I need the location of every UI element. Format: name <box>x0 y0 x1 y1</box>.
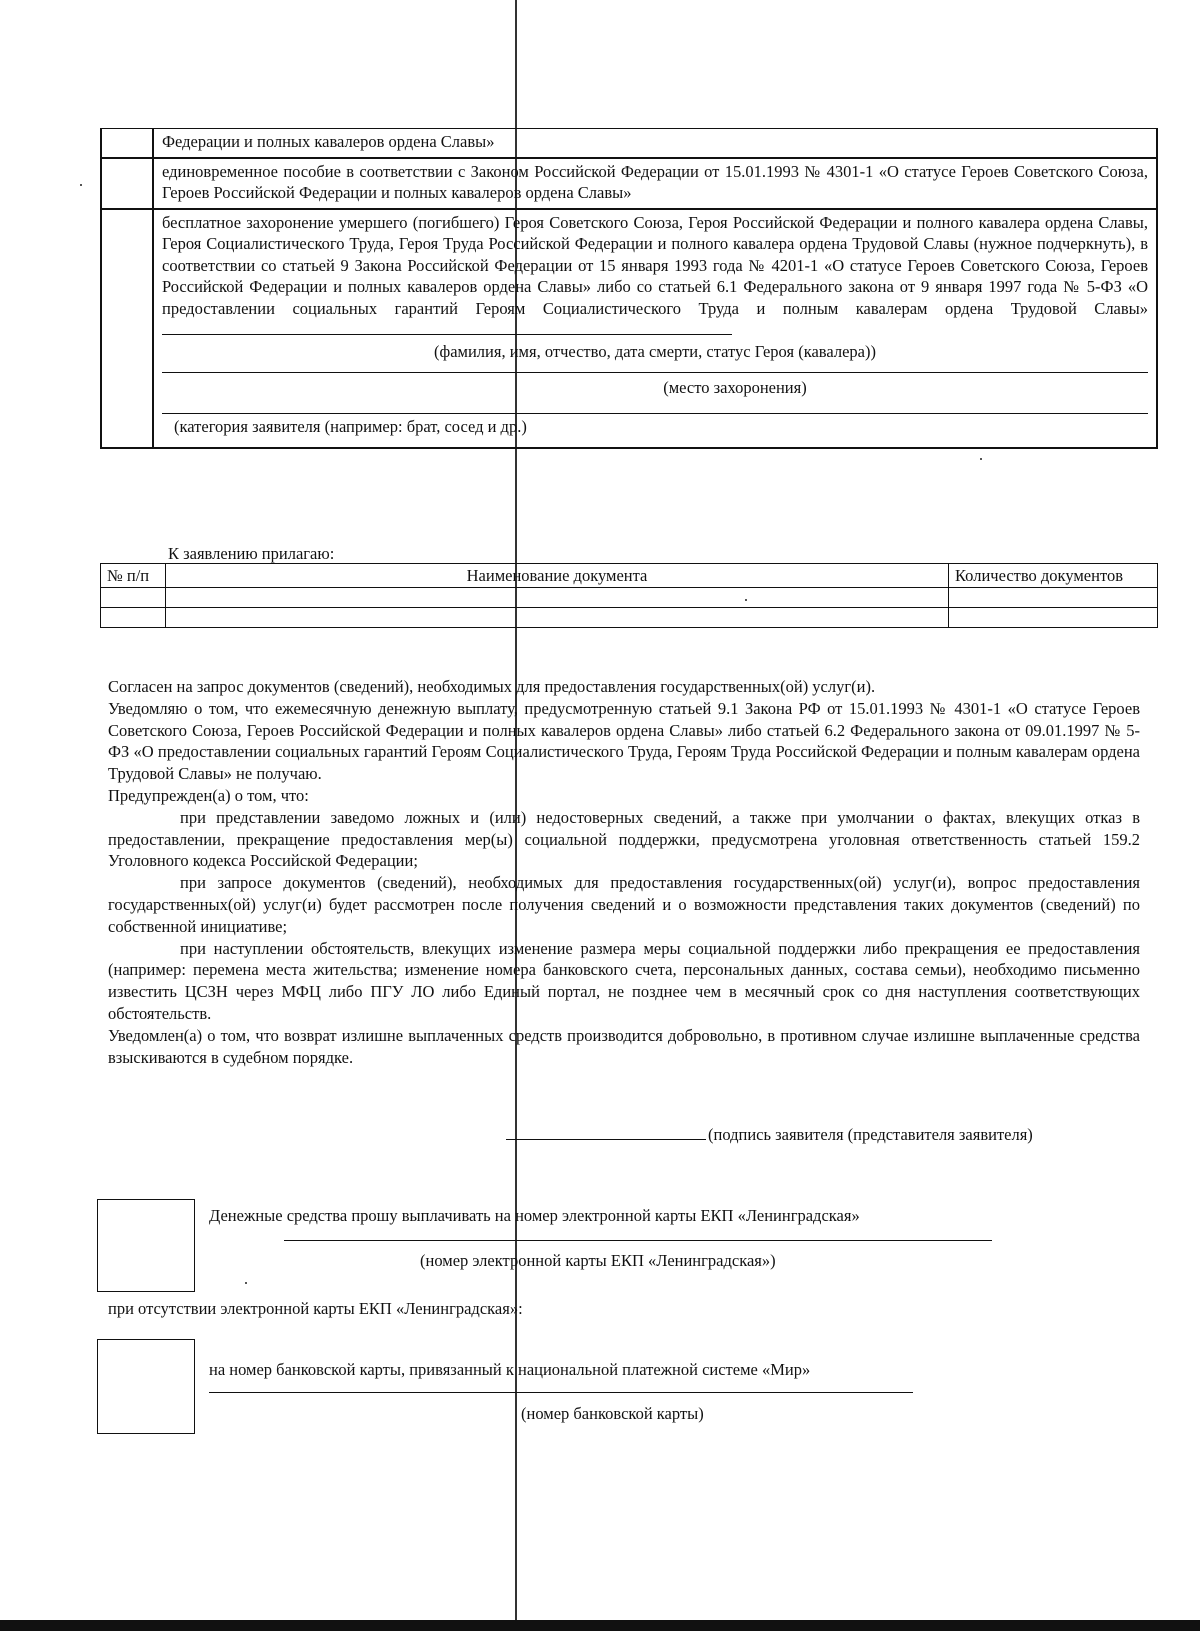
signature-row <box>506 1125 1033 1145</box>
consent-text: Согласен на запрос документов (сведений), необходимых для предоставления государственных(ой) услуг(и). <box>108 677 876 696</box>
benefit-row <box>101 209 1157 449</box>
scan-bottom-edge <box>0 1620 1200 1631</box>
ekp-card-caption: (номер электронной карты ЕКП «Ленинградская») <box>420 1251 776 1270</box>
fio-input-line[interactable] <box>162 334 732 335</box>
doc-name-cell[interactable] <box>166 588 949 608</box>
mir-option-checkbox[interactable] <box>97 1339 195 1434</box>
mir-option-label: на номер банковской карты, привязанный к национальной платежной системе «Мир» <box>209 1360 811 1379</box>
burial-text-body: бесплатное захоронение умершего (погибшего) Героя Советского Союза, Героя Российской Федерации и полного кавалера ордена Славы, Героя Социалистического Труда, Героя Труда Российской Федерации и полного кавалера ордена Трудовой Славы (нужное подчеркнуть), в соответствии со статьей 9 Закона Российской Федерации от 15 января 1993 года № 4201-1 «О статусе Героев Советского Союза, Героев Российской Федерации и полных кавалеров ордена Славы» либо со статьей 6.1 Федерального закона от 9 января 1997 года № 5-ФЗ «О предоставлении социальных гарантий Героям Социалистического Труда и полным кавалерам ордена Трудовой Славы» <box>162 212 1148 318</box>
checkbox-cell[interactable] <box>101 209 153 449</box>
ekp-card-number-line[interactable] <box>284 1240 992 1241</box>
table-row <box>101 608 1158 628</box>
warning-item: при запросе документов (сведений), необходимых для предоставления государственных(ой) услуг(и), вопрос предоставления государственных(ой) услуг(и) будет рассмотрен после получения сведений и о возможности представления таких документов (сведений) по собственной инициативе; <box>108 873 1140 936</box>
attachments-table <box>100 563 1158 628</box>
burial-text <box>162 212 1148 341</box>
scan-speck <box>245 1282 247 1284</box>
ekp-option-checkbox[interactable] <box>97 1199 195 1292</box>
checkbox-cell[interactable] <box>101 129 153 158</box>
qty-cell[interactable] <box>949 588 1158 608</box>
benefit-text: Федерации и полных кавалеров ордена Славы» <box>153 129 1157 158</box>
signature-caption: (подпись заявителя (представителя заявителя) <box>708 1125 1033 1144</box>
table-row <box>101 588 1158 608</box>
category-input-line[interactable] <box>162 399 1148 414</box>
checkbox-cell[interactable] <box>101 158 153 209</box>
doc-name-cell[interactable] <box>166 608 949 628</box>
num-cell[interactable] <box>101 608 166 628</box>
burial-place-input-line[interactable] <box>162 362 1148 373</box>
bank-card-caption: (номер банковской карты) <box>521 1404 704 1423</box>
attachments-intro: К заявлению прилагаю: <box>168 544 335 563</box>
statements-block <box>108 676 1140 1068</box>
warning-item: при наступлении обстоятельств, влекущих изменение размера меры социальной поддержки либо прекращения ее предоставления (например: перемена места жительства; изменение номера банковского счета, персональных данных, состава семьи), необходимо письменно известить ЦСЗН через МФЦ либо ПГУ ЛО либо Единый портал, не позднее чем в месячный срок со дня наступления соответствующих обстоятельств. <box>108 938 1140 1023</box>
refund-text: Уведомлен(а) о том, что возврат излишне выплаченных средств производится добровольно, в противном случае излишне выплаченные средства взыскиваются в судебном порядке. <box>108 1025 1140 1067</box>
benefit-row <box>101 158 1157 209</box>
burial-place-caption: (место захоронения) <box>663 378 807 397</box>
burial-cell <box>153 209 1157 449</box>
benefit-text: единовременное пособие в соответствии с Законом Российской Федерации от 15.01.1993 № 4301-1 «О статусе Героев Советского Союза, Героев Российской Федерации и полных кавалеров ордена Славы» <box>153 158 1157 209</box>
category-caption: (категория заявителя (например: брат, сосед и др.) <box>174 416 527 436</box>
num-cell[interactable] <box>101 588 166 608</box>
ekp-option-label: Денежные средства прошу выплачивать на номер электронной карты ЕКП «Ленинградская» <box>209 1206 860 1225</box>
no-ekp-note: при отсутствии электронной карты ЕКП «Ленинградская»: <box>108 1299 523 1318</box>
notify-text: Уведомляю о том, что ежемесячную денежную выплату, предусмотренную статьей 9.1 Закона РФ от 15.01.1993 № 4301-1 «О статусе Героев Советского Союза, Героев Российской Федерации и полных кавалеров ордена Славы» либо статьей 6.2 Федерального закона от 09.01.1997 № 5-ФЗ «О предоставлении социальных гарантий Героям Социалистического Труда, Героям Труда Российской Федерации и полным кавалерам ордена Трудовой Славы» не получаю. <box>108 698 1140 784</box>
col-qty-header: Количество документов <box>949 564 1158 588</box>
qty-cell[interactable] <box>949 608 1158 628</box>
bank-card-number-line[interactable] <box>209 1392 913 1393</box>
benefits-table <box>100 128 1158 449</box>
benefit-row <box>101 129 1157 158</box>
warned-intro: Предупрежден(а) о том, что: <box>108 785 309 805</box>
scan-speck <box>980 458 982 460</box>
col-num-header: № п/п <box>101 564 166 588</box>
scan-speck <box>80 184 82 186</box>
attachments-header-row <box>101 564 1158 588</box>
fio-caption: (фамилия, имя, отчество, дата смерти, статус Героя (кавалера)) <box>434 341 876 361</box>
col-name-header: Наименование документа <box>166 564 949 588</box>
signature-input-line[interactable] <box>506 1139 706 1140</box>
warning-item: при представлении заведомо ложных и (или) недостоверных сведений, а также при умолчании о фактах, влекущих отказ в предоставлении, прекращение предоставления мер(ы) социальной поддержки, предусмотрена уголовная ответственность статьей 159.2 Уголовного кодекса Российской Федерации; <box>108 807 1140 871</box>
